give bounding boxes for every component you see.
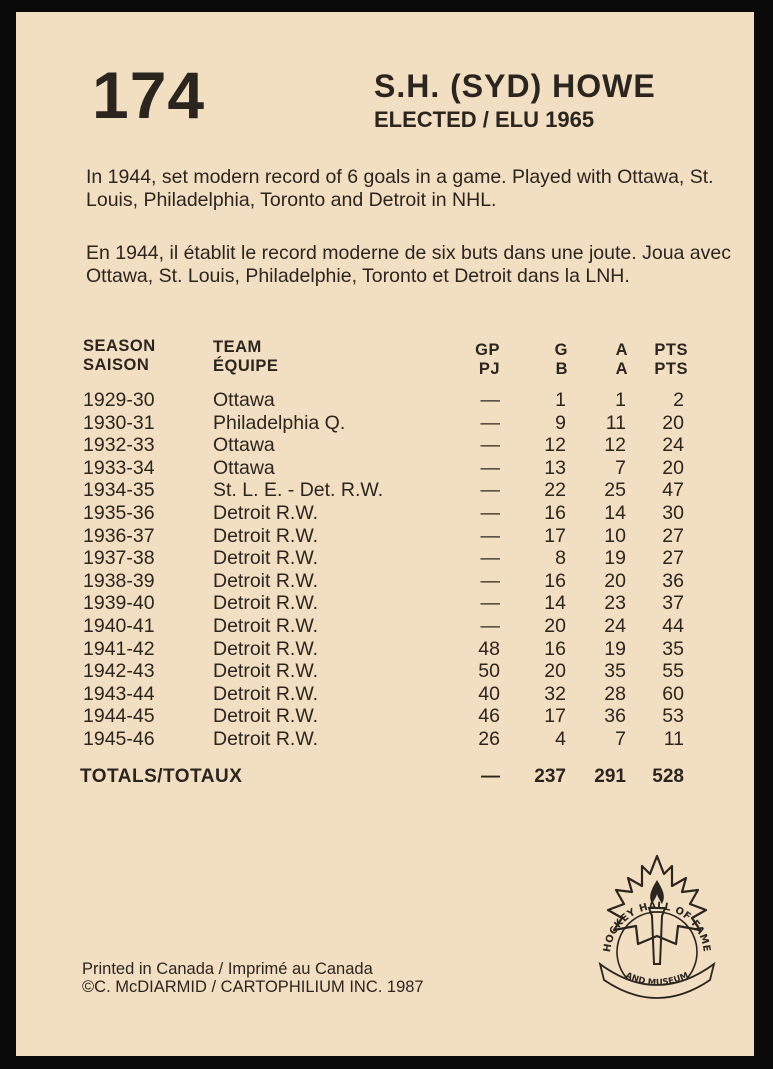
cell-pts: 30 bbox=[662, 502, 684, 524]
header-season-fr: SAISON bbox=[83, 356, 150, 374]
table-row bbox=[16, 547, 754, 570]
cell-a: 19 bbox=[604, 547, 626, 570]
cell-season: 1937-38 bbox=[83, 547, 155, 570]
player-name: S.H. (SYD) HOWE bbox=[374, 68, 656, 104]
cell-a: 35 bbox=[604, 660, 626, 683]
cell-team: Detroit R.W. bbox=[213, 502, 319, 524]
cell-g: 9 bbox=[555, 411, 566, 434]
cell-a: 12 bbox=[604, 434, 626, 457]
cell-gp: — bbox=[480, 479, 500, 502]
cell-team: Detroit R.W. bbox=[213, 728, 319, 750]
cell-g: 17 bbox=[544, 524, 566, 547]
header-a-fr: A bbox=[615, 360, 628, 378]
cell-gp: — bbox=[480, 502, 500, 524]
cell-gp: — bbox=[480, 411, 500, 434]
printed-in-canada: Printed in Canada / Imprimé au Canada bbox=[82, 960, 373, 978]
cell-gp: 46 bbox=[478, 705, 500, 728]
header-season-en: SEASON bbox=[83, 337, 156, 355]
cell-pts: 55 bbox=[662, 660, 684, 683]
cell-gp: — bbox=[480, 569, 500, 592]
cell-pts: 53 bbox=[662, 705, 684, 728]
cell-a: 7 bbox=[615, 456, 626, 479]
cell-team: Detroit R.W. bbox=[213, 592, 319, 615]
cell-team: Ottawa bbox=[213, 434, 275, 457]
svg-text:HOCKEY HALL OF FAME: HOCKEY HALL OF FAME bbox=[602, 900, 712, 954]
copyright-line: ©C. McDIARMID / CARTOPHILIUM INC. 1987 bbox=[82, 978, 424, 996]
header-pts-fr: PTS bbox=[654, 360, 688, 378]
cell-g: 17 bbox=[544, 705, 566, 728]
cell-g: 13 bbox=[544, 456, 566, 479]
cell-a: 11 bbox=[605, 411, 626, 434]
cell-g: 20 bbox=[544, 660, 566, 683]
cell-a: 14 bbox=[604, 502, 626, 524]
cell-season: 1935-36 bbox=[83, 502, 155, 524]
header-g-fr: B bbox=[555, 360, 568, 378]
table-row bbox=[16, 525, 754, 548]
cell-a: 19 bbox=[604, 637, 626, 660]
cell-gp: — bbox=[480, 434, 500, 457]
table-row bbox=[16, 638, 754, 661]
table-row bbox=[16, 728, 754, 751]
cell-gp: — bbox=[480, 547, 500, 570]
hockey-card-back bbox=[16, 12, 754, 1056]
bio-english: In 1944, set modern record of 6 goals in a game. Played with Ottawa, St. Louis, Philadelphia, Toronto and Detroit in NHL. bbox=[86, 166, 714, 211]
totals-gp: — bbox=[481, 766, 500, 787]
cell-g: 16 bbox=[544, 637, 566, 660]
svg-text:AND MUSEUM: AND MUSEUM bbox=[623, 970, 691, 989]
header-g bbox=[555, 341, 568, 379]
cell-team: Ottawa bbox=[213, 389, 275, 411]
cell-a: 36 bbox=[604, 705, 626, 728]
totals-pts: 528 bbox=[652, 766, 684, 787]
cell-a: 24 bbox=[604, 615, 626, 637]
cell-gp: — bbox=[480, 524, 500, 547]
cell-gp: — bbox=[480, 592, 500, 615]
totals-row bbox=[16, 764, 754, 790]
cell-pts: 35 bbox=[662, 637, 684, 660]
header-gp-en: GP bbox=[475, 341, 500, 359]
header-g-en: G bbox=[554, 341, 568, 359]
cell-season: 1934-35 bbox=[83, 479, 155, 502]
cell-team: Philadelphia Q. bbox=[213, 411, 346, 434]
cell-g: 1 bbox=[555, 389, 566, 411]
table-row bbox=[16, 412, 754, 435]
cell-g: 14 bbox=[544, 592, 566, 615]
table-row bbox=[16, 592, 754, 615]
header-gp bbox=[475, 341, 500, 379]
elected-year: ELECTED / ELU 1965 bbox=[374, 107, 595, 132]
cell-pts: 47 bbox=[662, 479, 684, 502]
cell-gp: — bbox=[480, 615, 500, 637]
cell-season: 1929-30 bbox=[83, 389, 155, 411]
cell-g: 8 bbox=[555, 547, 566, 570]
cell-pts: 2 bbox=[673, 389, 684, 411]
cell-season: 1942-43 bbox=[83, 660, 155, 683]
cell-a: 20 bbox=[604, 569, 626, 592]
cell-season: 1930-31 bbox=[83, 411, 155, 434]
table-row bbox=[16, 434, 754, 457]
table-row bbox=[16, 570, 754, 593]
cell-a: 1 bbox=[615, 389, 626, 411]
cell-pts: 11 bbox=[663, 728, 684, 750]
cell-g: 16 bbox=[544, 569, 566, 592]
totals-a: 291 bbox=[594, 766, 626, 787]
cell-gp: 50 bbox=[478, 660, 500, 683]
cell-season: 1932-33 bbox=[83, 434, 155, 457]
cell-gp: — bbox=[480, 456, 500, 479]
cell-gp: — bbox=[480, 389, 500, 411]
cell-pts: 24 bbox=[662, 434, 684, 457]
header-pts bbox=[654, 341, 688, 379]
cell-team: Detroit R.W. bbox=[213, 660, 319, 683]
cell-a: 23 bbox=[604, 592, 626, 615]
cell-g: 20 bbox=[544, 615, 566, 637]
cell-team: Detroit R.W. bbox=[213, 524, 319, 547]
cell-gp: 40 bbox=[478, 682, 500, 705]
totals-g: 237 bbox=[534, 766, 566, 787]
header-a bbox=[616, 341, 628, 379]
cell-team: Detroit R.W. bbox=[213, 637, 319, 660]
header-season bbox=[83, 337, 156, 375]
cell-team: Detroit R.W. bbox=[213, 547, 319, 570]
cell-pts: 20 bbox=[662, 411, 684, 434]
cell-season: 1944-45 bbox=[83, 705, 155, 728]
cell-g: 32 bbox=[544, 682, 566, 705]
cell-pts: 37 bbox=[662, 592, 684, 615]
table-row bbox=[16, 615, 754, 638]
cell-team: Detroit R.W. bbox=[213, 569, 319, 592]
table-row bbox=[16, 660, 754, 683]
cell-season: 1936-37 bbox=[83, 524, 155, 547]
cell-a: 28 bbox=[604, 682, 626, 705]
cell-season: 1943-44 bbox=[83, 682, 155, 705]
cell-team: Detroit R.W. bbox=[213, 615, 319, 637]
table-row bbox=[16, 683, 754, 706]
cell-pts: 27 bbox=[662, 524, 684, 547]
cell-team: Detroit R.W. bbox=[213, 705, 319, 728]
header-team-en: TEAM bbox=[213, 338, 262, 356]
header-a-en: A bbox=[615, 341, 628, 359]
cell-season: 1940-41 bbox=[83, 615, 155, 637]
table-row bbox=[16, 479, 754, 502]
cell-season: 1945-46 bbox=[83, 728, 155, 750]
cell-season: 1941-42 bbox=[83, 637, 155, 660]
cell-season: 1938-39 bbox=[83, 569, 155, 592]
cell-a: 25 bbox=[604, 479, 626, 502]
cell-g: 4 bbox=[555, 728, 566, 750]
cell-team: Ottawa bbox=[213, 456, 275, 479]
table-row bbox=[16, 705, 754, 728]
cell-season: 1939-40 bbox=[83, 592, 155, 615]
cell-pts: 36 bbox=[662, 569, 684, 592]
cell-season: 1933-34 bbox=[83, 456, 155, 479]
hockey-hall-of-fame-seal-icon bbox=[594, 852, 720, 1008]
cell-gp: 26 bbox=[478, 728, 500, 750]
cell-pts: 44 bbox=[662, 615, 684, 637]
cell-team: St. L. E. - Det. R.W. bbox=[213, 479, 384, 502]
header-gp-fr: PJ bbox=[478, 360, 500, 378]
cell-pts: 27 bbox=[662, 547, 684, 570]
cell-team: Detroit R.W. bbox=[213, 682, 319, 705]
cell-g: 16 bbox=[544, 502, 566, 524]
cell-pts: 60 bbox=[662, 682, 684, 705]
cell-g: 12 bbox=[544, 434, 566, 457]
table-row bbox=[16, 389, 754, 412]
table-row bbox=[16, 457, 754, 480]
bio-french: En 1944, il établit le record moderne de six buts dans une joute. Joua avec Ottawa, St. Louis, Philadelphie, Toronto et Detroit dans la LNH. bbox=[86, 242, 731, 287]
cell-a: 10 bbox=[604, 524, 626, 547]
cell-g: 22 bbox=[544, 479, 566, 502]
header-pts-en: PTS bbox=[654, 341, 688, 359]
cell-gp: 48 bbox=[478, 637, 500, 660]
cell-pts: 20 bbox=[662, 456, 684, 479]
cell-a: 7 bbox=[615, 728, 626, 750]
table-row bbox=[16, 502, 754, 525]
card-number: 174 bbox=[92, 58, 206, 132]
totals-label: TOTALS/TOTAUX bbox=[80, 766, 243, 787]
header-team-fr: ÉQUIPE bbox=[213, 357, 279, 375]
header-team bbox=[213, 338, 278, 376]
